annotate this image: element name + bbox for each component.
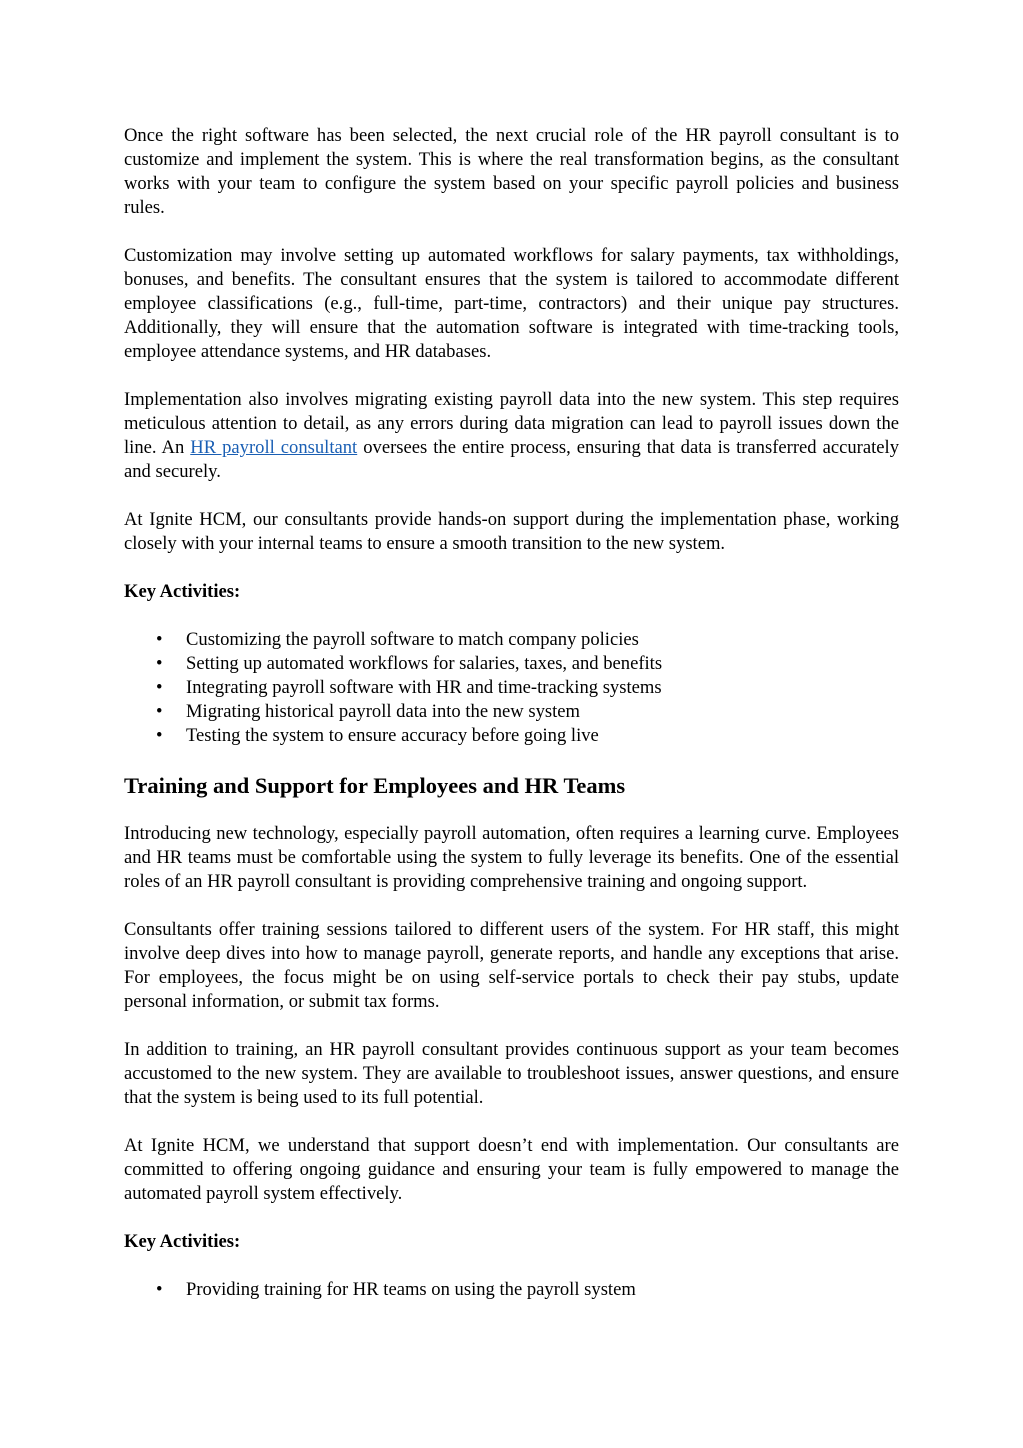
list-item-text: Migrating historical payroll data into the new system bbox=[186, 701, 581, 722]
bullet-icon: • bbox=[156, 725, 163, 746]
section-heading-training-support: Training and Support for Employees and HR Teams bbox=[124, 773, 626, 798]
list-item-text: Customizing the payroll software to match company policies bbox=[186, 629, 639, 650]
list-item bbox=[124, 676, 899, 700]
paragraph-continuous-support: In addition to training, an HR payroll consultant provides continuous support as your team becomes accustomed to the new system. They are available to troubleshoot issues, answer questions, and ensure that the system is being used to its full potential. bbox=[124, 1039, 899, 1108]
list-item-text: Integrating payroll software with HR and time-tracking systems bbox=[186, 677, 662, 698]
list-item-text: Setting up automated workflows for salaries, taxes, and benefits bbox=[186, 653, 663, 674]
key-activities-heading-2: Key Activities: bbox=[124, 1231, 241, 1252]
paragraph-ignite-implementation: At Ignite HCM, our consultants provide hands-on support during the implementation phase, working closely with your internal teams to ensure a smooth transition to the new system. bbox=[124, 509, 899, 554]
paragraph-text: Implementation also involves migrating existing payroll data into the new system. This step requires meticulous attention to detail, as any errors during data migration can lead to payroll issues down the line. An bbox=[124, 389, 899, 458]
key-activities-list bbox=[124, 628, 899, 748]
hr-payroll-consultant-link[interactable]: HR payroll consultant bbox=[190, 437, 358, 458]
document-body bbox=[124, 124, 899, 1326]
paragraph-ignite-support: At Ignite HCM, we understand that support doesn’t end with implementation. Our consultants are committed to offering ongoing guidance and ensuring your team is fully empowered to manage the automated payroll system effectively. bbox=[124, 1135, 899, 1204]
paragraph-introducing-technology: Introducing new technology, especially payroll automation, often requires a learning curve. Employees and HR teams must be comfortable using the system to fully leverage its benefits. One of the essential roles of an HR payroll consultant is providing comprehensive training and ongoing support. bbox=[124, 823, 899, 892]
paragraph-data-migration bbox=[124, 388, 899, 484]
list-item bbox=[124, 628, 899, 652]
bullet-icon: • bbox=[156, 629, 163, 650]
bullet-icon: • bbox=[156, 701, 163, 722]
list-item-text: Testing the system to ensure accuracy before going live bbox=[186, 725, 599, 746]
key-activities-list-2 bbox=[124, 1278, 899, 1302]
list-item bbox=[124, 700, 899, 724]
list-item-text: Providing training for HR teams on using the payroll system bbox=[186, 1279, 636, 1300]
list-item bbox=[124, 652, 899, 676]
key-activities-heading: Key Activities: bbox=[124, 581, 241, 602]
bullet-icon: • bbox=[156, 653, 163, 674]
paragraph-customization-details: Customization may involve setting up automated workflows for salary payments, tax withholdings, bonuses, and benefits. The consultant ensures that the system is tailored to accommodate different employee classifications (e.g., full-time, part-time, contractors) and their unique pay structures. Additionally, they will ensure that the automation software is integrated with time-tracking tools, employee attendance systems, and HR databases. bbox=[124, 245, 899, 362]
bullet-icon: • bbox=[156, 1279, 163, 1300]
bullet-icon: • bbox=[156, 677, 163, 698]
paragraph-text: oversees the entire process, ensuring that data is transferred accurately and securely. bbox=[124, 437, 899, 482]
paragraph-customize-implement: Once the right software has been selected, the next crucial role of the HR payroll consultant is to customize and implement the system. This is where the real transformation begins, as the consultant works with your team to configure the system based on your specific payroll policies and business rules. bbox=[124, 125, 899, 218]
list-item bbox=[124, 1278, 899, 1302]
list-item bbox=[124, 724, 899, 748]
paragraph-training-sessions: Consultants offer training sessions tailored to different users of the system. For HR staff, this might involve deep dives into how to manage payroll, generate reports, and handle any exceptions that arise. For employees, the focus might be on using self-service portals to check their pay stubs, update personal information, or submit tax forms. bbox=[124, 919, 899, 1012]
